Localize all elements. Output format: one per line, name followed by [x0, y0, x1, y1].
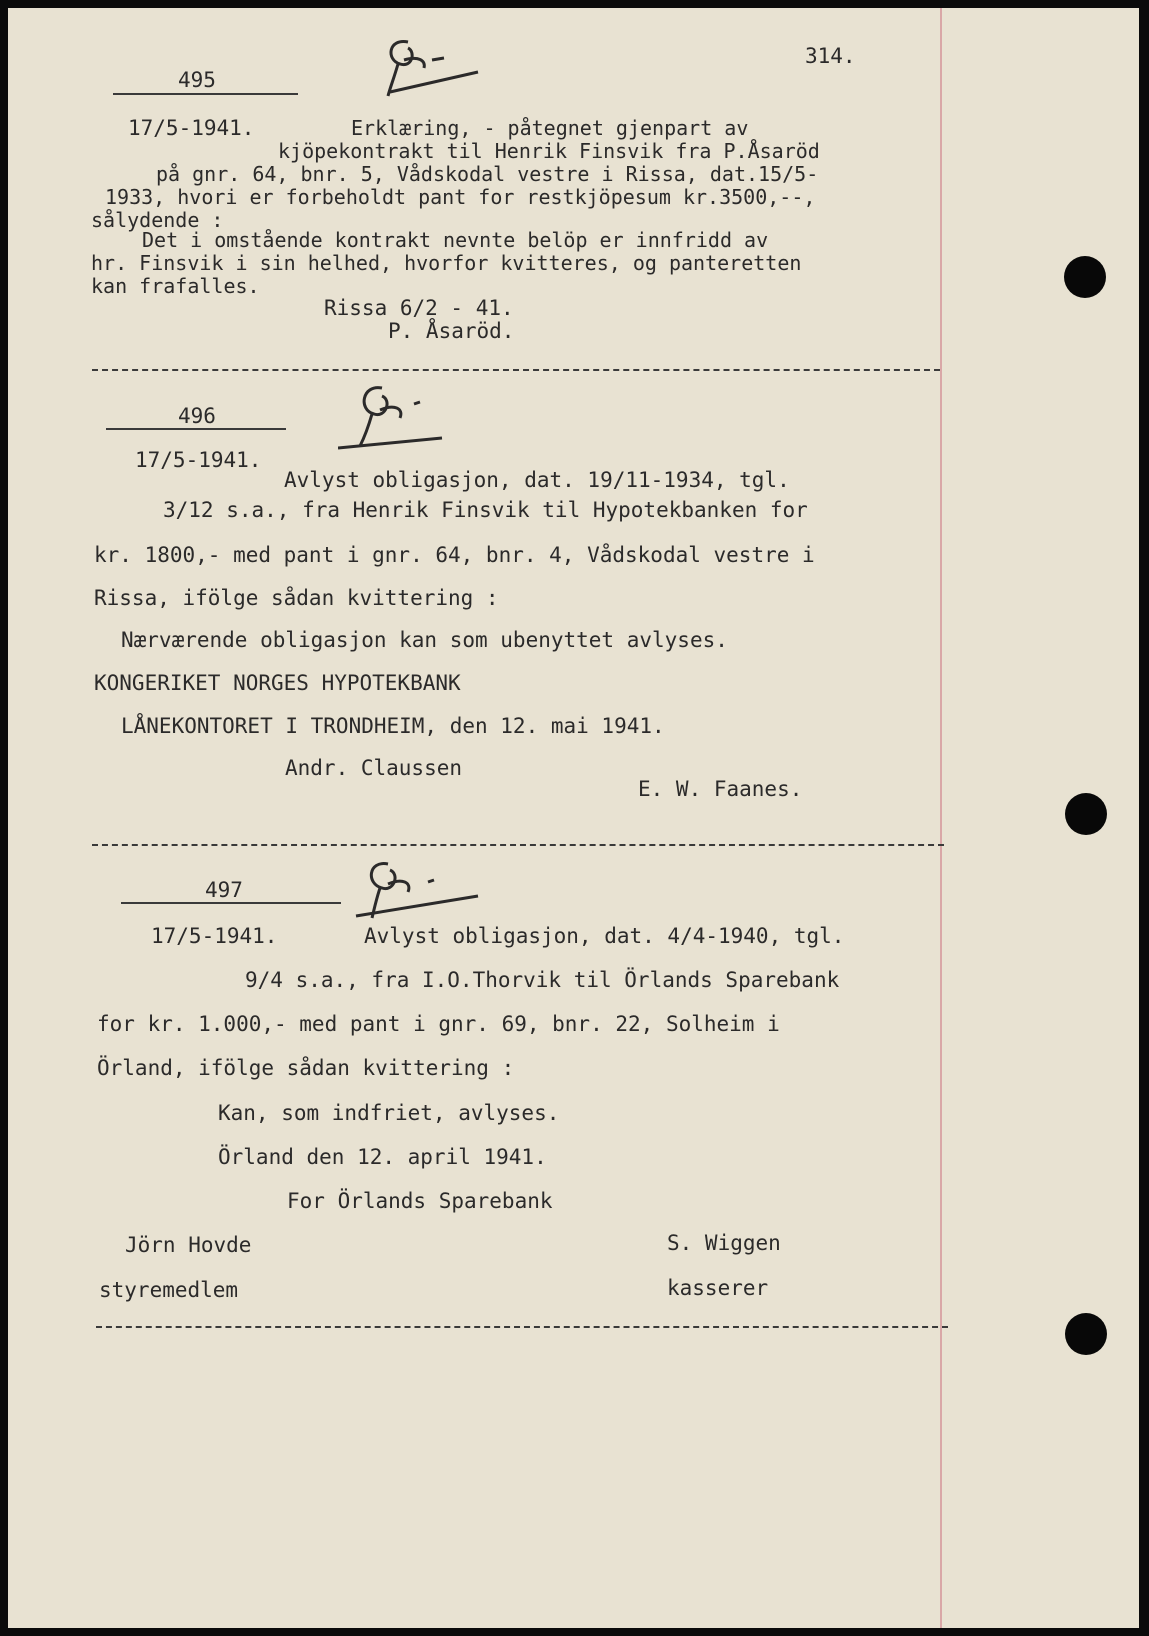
entry-line: Det i omstående kontrakt nevnte belöp er innfridd av — [142, 228, 769, 252]
document-page — [8, 8, 1139, 1628]
punch-hole-top — [1064, 256, 1106, 298]
entry-number-underline — [106, 428, 286, 430]
entry-signature: P. Åsaröd. — [388, 319, 515, 343]
entry-signature: Jörn Hovde — [125, 1233, 252, 1257]
bank-name: For Örlands Sparebank — [287, 1189, 553, 1213]
bank-name: KONGERIKET NORGES HYPOTEKBANK — [94, 671, 461, 695]
entry-date: 17/5-1941. — [128, 116, 255, 140]
entry-line: Avlyst obligasjon, dat. 19/11-1934, tgl. — [284, 468, 790, 492]
entry-number-underline — [113, 93, 298, 95]
entry-number: 496 — [178, 404, 216, 428]
entry-line: kjöpekontrakt til Henrik Finsvik fra P.Åsaröd — [278, 139, 820, 163]
entry-line: Nærværende obligasjon kan som ubenyttet avlyses. — [121, 628, 728, 652]
entry-place-date: LÅNEKONTORET I TRONDHEIM, den 12. mai 1941. — [121, 714, 665, 738]
entry-signature: Andr. Claussen — [285, 756, 463, 780]
entry-place-date: Örland den 12. april 1941. — [218, 1145, 547, 1169]
signature-title: styremedlem — [99, 1278, 239, 1302]
entry-line: for kr. 1.000,- med pant i gnr. 69, bnr. 22, Solheim i — [97, 1012, 780, 1036]
entry-line: Kan, som indfriet, avlyses. — [218, 1101, 560, 1125]
entry-number: 495 — [178, 68, 216, 92]
entry-line: Örland, ifölge sådan kvittering : — [97, 1056, 515, 1080]
punch-hole-middle — [1065, 793, 1107, 835]
entry-number-underline — [121, 902, 341, 904]
signature-title: kasserer — [667, 1276, 769, 1300]
entry-signature: S. Wiggen — [667, 1231, 781, 1255]
entry-line: Erklæring, - påtegnet gjenpart av — [351, 116, 749, 140]
page-number: 314. — [805, 44, 856, 68]
initials-mark — [348, 856, 488, 926]
entry-line: Rissa, ifölge sådan kvittering : — [94, 586, 499, 610]
entry-line: 1933, hvori er forbeholdt pant for restkjöpesum kr.3500,--, — [105, 185, 816, 209]
section-divider — [96, 1326, 948, 1328]
initials-mark — [368, 30, 498, 100]
section-divider — [92, 844, 944, 846]
initials-mark — [338, 378, 468, 458]
entry-number: 497 — [205, 878, 243, 902]
entry-line: 3/12 s.a., fra Henrik Finsvik til Hypotekbanken for — [163, 498, 808, 522]
entry-line: kr. 1800,- med pant i gnr. 64, bnr. 4, Vådskodal vestre i — [94, 543, 815, 567]
entry-line: kan frafalles. — [91, 274, 260, 298]
entry-line: 9/4 s.a., fra I.O.Thorvik til Örlands Sparebank — [245, 968, 840, 992]
entry-date: 17/5-1941. — [151, 924, 278, 948]
entry-line: på gnr. 64, bnr. 5, Vådskodal vestre i Rissa, dat.15/5- — [156, 162, 819, 186]
section-divider — [92, 369, 940, 371]
entry-line: Avlyst obligasjon, dat. 4/4-1940, tgl. — [364, 924, 845, 948]
entry-line: hr. Finsvik i sin helhed, hvorfor kvitteres, og panteretten — [91, 251, 802, 275]
entry-place-date: Rissa 6/2 - 41. — [324, 296, 514, 320]
entry-signature: E. W. Faanes. — [638, 777, 803, 801]
entry-line: sålydende : — [91, 208, 224, 232]
entry-date: 17/5-1941. — [135, 448, 262, 472]
margin-rule — [940, 8, 942, 1628]
punch-hole-bottom — [1065, 1313, 1107, 1355]
